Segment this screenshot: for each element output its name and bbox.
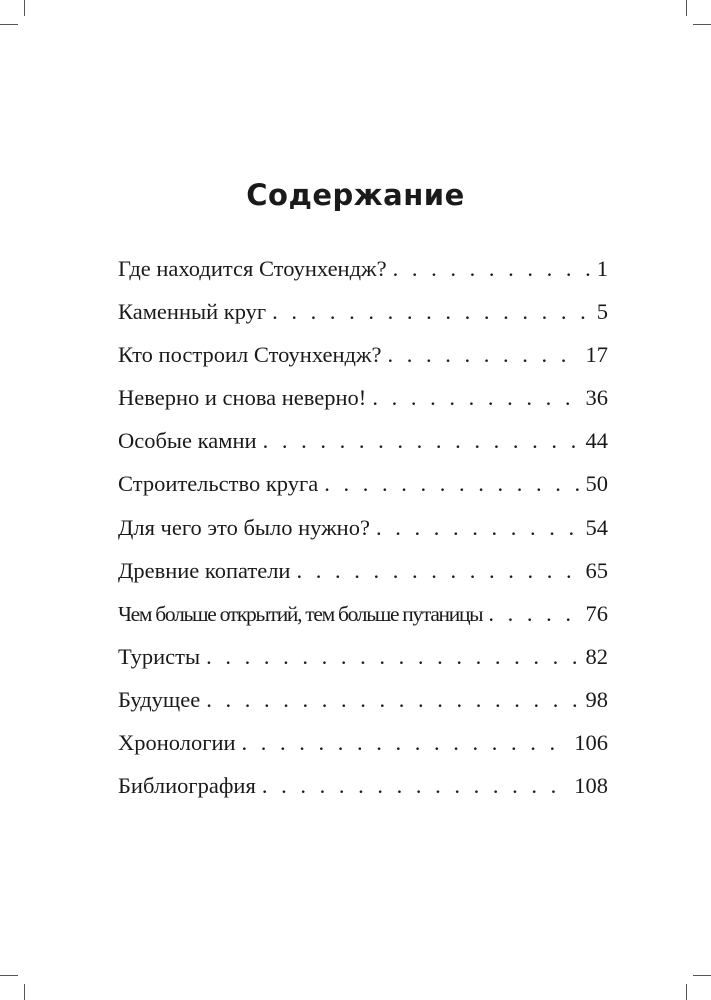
crop-mark-top-left [24, 0, 25, 16]
toc-entry[interactable] [118, 601, 608, 644]
toc-entry-title: Библиография [118, 773, 256, 799]
toc-entry[interactable] [118, 299, 608, 342]
toc-entry-title: Туристы [118, 643, 201, 669]
toc-dot-leader [242, 730, 569, 756]
toc-dot-leader [262, 773, 568, 799]
toc-dot-leader [263, 428, 580, 454]
crop-mark-bottom-right-h [693, 975, 711, 976]
toc-dot-leader [272, 299, 591, 325]
toc-dot-leader [376, 515, 580, 541]
crop-mark-top-right-h [693, 24, 711, 25]
toc-entry-page: 108 [574, 773, 608, 799]
toc-entry[interactable] [118, 687, 608, 730]
toc-entry-page: 5 [596, 299, 608, 325]
toc-dot-leader [488, 601, 579, 627]
toc-entry[interactable] [118, 730, 608, 773]
crop-mark-bottom-left [24, 984, 25, 1000]
toc-entry-title: Неверно и снова неверно! [118, 385, 367, 411]
toc-entry-page: 82 [585, 643, 608, 669]
toc-dot-leader [372, 385, 579, 411]
page-title: Содержание [246, 178, 465, 212]
toc-entry-page: 54 [585, 514, 608, 540]
toc-entry-page: 106 [574, 730, 608, 756]
toc-entry-page: 44 [585, 428, 608, 454]
toc-entry[interactable] [118, 385, 608, 428]
toc-dot-leader [206, 644, 579, 670]
toc-entry-page: 76 [585, 600, 608, 626]
toc-entry-title: Хронологии [118, 730, 236, 756]
toc-entry-page: 17 [585, 342, 608, 368]
toc-entry[interactable] [118, 428, 608, 471]
toc-entry-page: 50 [585, 471, 608, 497]
toc-entry-title: Где находится Стоунхендж? [118, 256, 387, 281]
crop-mark-top-left-h [0, 24, 18, 25]
toc-dot-leader [296, 558, 579, 584]
crop-mark-top-right [686, 0, 687, 16]
toc-entry-title: Будущее [118, 686, 201, 712]
toc-entry-title: Строительство круга [118, 471, 319, 497]
toc-entry[interactable] [118, 773, 608, 816]
crop-mark-bottom-left-h [0, 975, 18, 976]
toc-entry-title: Особые камни [118, 428, 257, 454]
toc-entry-title: Каменный круг [118, 299, 267, 325]
toc-entry-title: Чем больше открытий, тем больше путаницы [118, 601, 483, 626]
toc-entry-page: 98 [585, 686, 608, 712]
toc-entry-title: Для чего это было нужно? [118, 514, 370, 540]
toc-entry-page: 36 [585, 385, 608, 411]
toc-entry[interactable] [118, 342, 608, 385]
toc-entry[interactable] [118, 558, 608, 601]
crop-mark-bottom-right [686, 984, 687, 1000]
toc-entry-page: 65 [585, 557, 608, 583]
table-of-contents [118, 256, 608, 816]
toc-entry[interactable] [118, 515, 608, 558]
toc-entry-page: 1 [596, 256, 608, 281]
toc-entry[interactable] [118, 256, 608, 299]
toc-entry[interactable] [118, 644, 608, 687]
toc-dot-leader [388, 342, 580, 368]
toc-entry-title: Кто построил Стоунхендж? [118, 342, 382, 368]
toc-entry[interactable] [118, 471, 608, 514]
toc-dot-leader [393, 256, 591, 282]
toc-dot-leader [206, 687, 579, 713]
toc-dot-leader [324, 471, 579, 497]
toc-entry-title: Древние копатели [118, 557, 291, 583]
